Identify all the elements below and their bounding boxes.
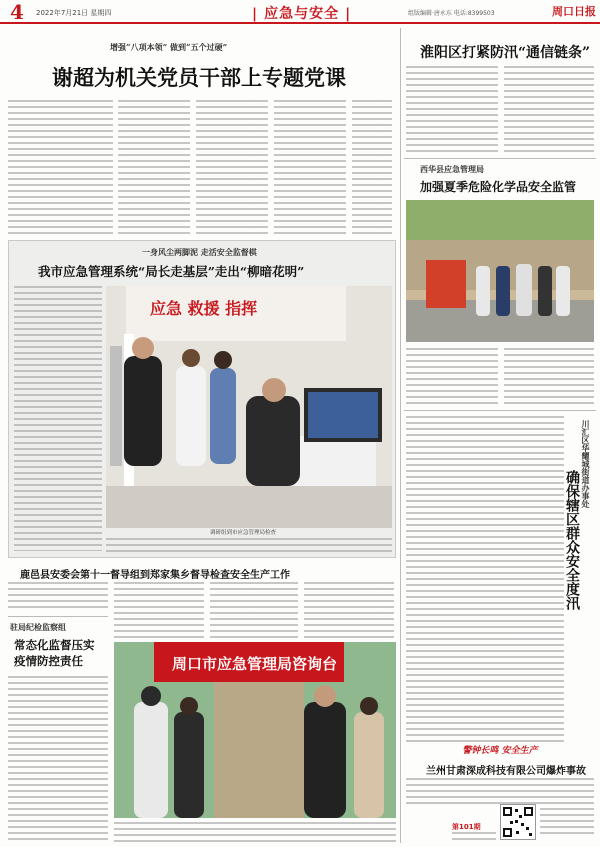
section-title: | 应急与安全 | [246, 3, 357, 23]
right-top-headline: 淮阳区打紧防汛“通信链条” [420, 45, 591, 61]
editor-info: 组版编辑·唐永东 电话:8399503 [408, 10, 495, 17]
issue-credit [452, 832, 496, 842]
warehouse-inspection-photo [406, 200, 594, 342]
mid-body-col1 [8, 582, 108, 612]
boxed-headline: 我市应急管理系统“局长走基层”走出“柳暗花明” [38, 264, 305, 279]
bottom-left-body [8, 676, 108, 842]
boxed-kicker: 一身风尘两脚泥 走活安全监督棋 [142, 247, 257, 257]
right-divider-1 [404, 158, 596, 159]
column-divider [400, 28, 401, 843]
consultation-desk-photo [114, 642, 396, 818]
qr-code [500, 804, 536, 840]
right-bottom-body [406, 778, 594, 804]
photo-consult-banner: 周口市应急管理局咨询台 [172, 655, 338, 673]
qr-caption [540, 808, 594, 838]
right-mid-body-col2 [504, 348, 594, 404]
lead-body-col1 [8, 100, 113, 235]
page-number: 4 [10, 0, 24, 24]
photo-wall-banner: 应急 救援 指挥 [150, 299, 258, 318]
inspection-photo [106, 286, 392, 528]
boxed-body-tail [106, 538, 392, 554]
lead-body-col4 [274, 100, 346, 235]
lead-body-col5 [352, 100, 392, 235]
right-mid-body-col1 [406, 348, 498, 404]
mid-body-col4 [304, 582, 394, 638]
mid-body-col2 [114, 582, 204, 638]
right-top-body-col2 [504, 66, 594, 152]
right-vertical-kicker: 川汇区华耀城街道办事处 [581, 420, 591, 508]
mid-body-col3 [210, 582, 298, 638]
right-mid-kicker: 西华县应急管理局 [420, 164, 484, 174]
lead-body-col2 [118, 100, 190, 235]
mid-headline: 鹿邑县安委会第十一督导组到郑家集乡督导检查安全生产工作 [20, 570, 290, 581]
safety-banner: 警钟长鸣 安全生产 [462, 746, 538, 756]
bottom-left-headline-2: 疫情防控责任 [14, 654, 83, 668]
lead-kicker: 增强“八项本领” 做到“五个过硬” [110, 42, 228, 52]
newspaper-logo: 周口日报 [552, 5, 596, 18]
inspection-photo-caption: 调研组到市应急管理局检查 [210, 530, 277, 536]
right-bottom-headline: 兰州甘肃深成科技有限公司爆炸事故 [426, 766, 586, 777]
right-top-body-col1 [406, 66, 498, 152]
right-vertical-body [406, 416, 564, 742]
boxed-body-col1 [14, 286, 102, 551]
right-vertical-headline: 确保辖区群众安全度汛 [564, 470, 580, 610]
issue-date: 2022年7月21日 星期四 [36, 9, 112, 17]
right-mid-headline: 加强夏季危险化学品安全监管 [420, 180, 577, 194]
right-divider-2 [404, 410, 596, 411]
bottom-photo-caption-lines [114, 822, 396, 842]
lead-headline: 谢超为机关党员干部上专题党课 [52, 65, 346, 90]
lead-body-col3 [196, 100, 268, 235]
bottom-left-divider [8, 616, 108, 617]
masthead [0, 0, 600, 24]
bottom-left-headline-1: 常态化监督压实 [14, 638, 95, 652]
bottom-left-kicker: 驻局纪检监察组 [10, 622, 66, 632]
issue-number: 第101期 [452, 823, 481, 831]
